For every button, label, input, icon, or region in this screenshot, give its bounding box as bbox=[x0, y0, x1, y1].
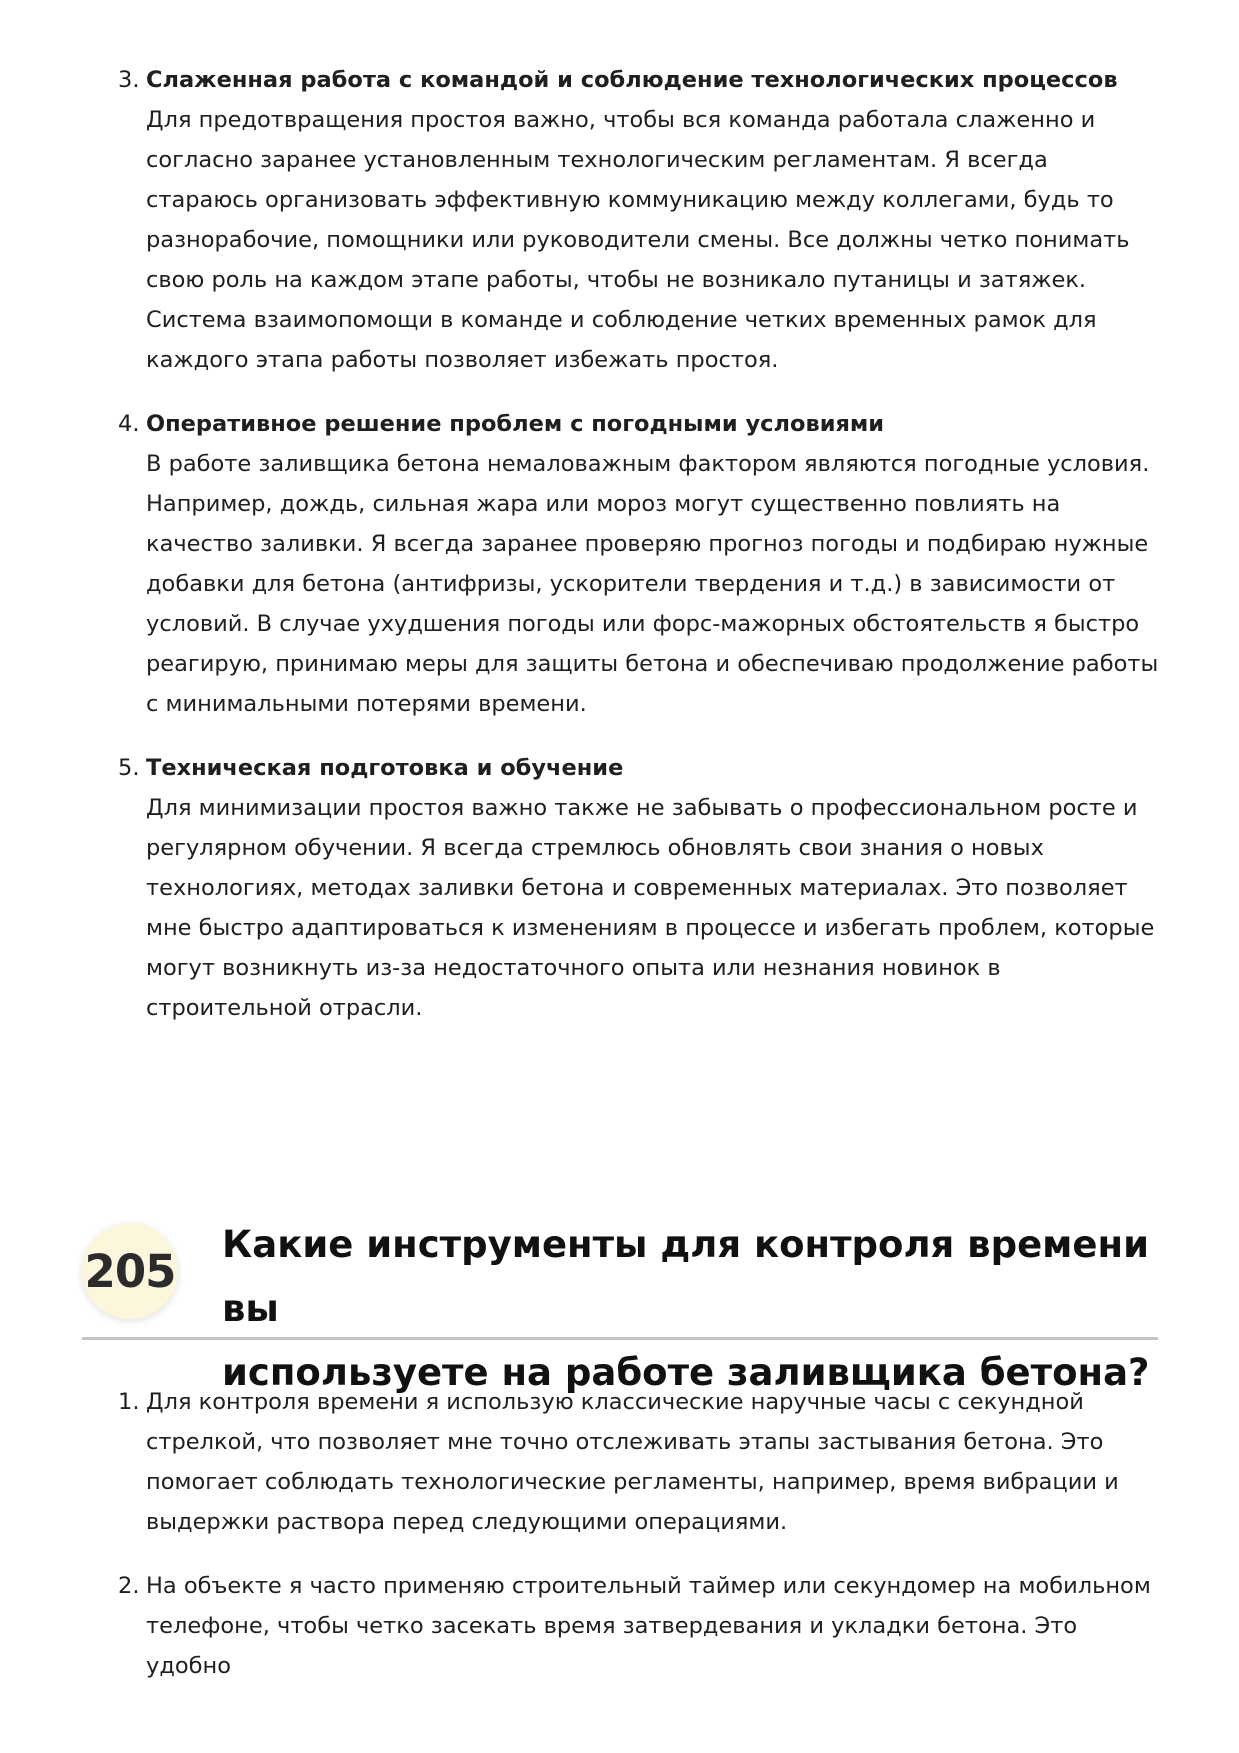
question-number-badge: 205 bbox=[82, 1223, 178, 1319]
item-number: 1. bbox=[118, 1389, 140, 1415]
question-heading bbox=[222, 1213, 1152, 1405]
list-item bbox=[0, 60, 1161, 380]
item-title: Слаженная работа с командой и соблюдение технологических процессов bbox=[146, 67, 1118, 93]
item-body: На объекте я часто применяю строительный таймер или секундомер на мобильном телефоне, чтобы четко засекать время затвердевания и укладки бетона. Это удобно bbox=[146, 1573, 1151, 1679]
question-heading-line-1: Какие инструменты для контроля времени вы bbox=[222, 1223, 1150, 1330]
list-item bbox=[0, 404, 1161, 724]
section-divider bbox=[82, 1337, 1158, 1340]
item-body: В работе заливщика бетона немаловажным фактором являются погодные условия. Например, дождь, сильная жара или мороз могут существенно повлиять на качество заливки. Я всегда заранее проверяю прогноз погоды и подбираю нужные добавки для бетона (антифризы, ускорители твердения и т.д.) в зависимости от условий. В случае ухудшения погоды или форс-мажорных обстоятельств я быстро реагирую, принимаю меры для защиты бетона и обеспечиваю продолжение работы с минимальными потерями времени. bbox=[146, 451, 1159, 717]
list-item bbox=[0, 1382, 1161, 1542]
item-number: 3. bbox=[118, 67, 140, 93]
item-number: 5. bbox=[118, 755, 140, 781]
item-title: Техническая подготовка и обучение bbox=[146, 755, 624, 781]
item-body: Для предотвращения простоя важно, чтобы вся команда работала слаженно и согласно заранее установленным технологическим регламентам. Я всегда стараюсь организовать эффективную коммуникацию между коллегами, будь то разнорабочие, помощники или руководители смены. Все должны четко понимать свою роль на каждом этапе работы, чтобы не возникало путаницы и затяжек. Система взаимопомощи в команде и соблюдение четких временных рамок для каждого этапа работы позволяет избежать простоя. bbox=[146, 107, 1130, 373]
question-heading-line-2: используете на работе заливщика бетона? bbox=[222, 1351, 1150, 1394]
list-item bbox=[0, 748, 1161, 1028]
item-number: 2. bbox=[118, 1573, 140, 1599]
list-item bbox=[0, 1566, 1161, 1686]
item-number: 4. bbox=[118, 411, 140, 437]
item-body: Для минимизации простоя важно также не забывать о профессиональном росте и регулярном обучении. Я всегда стремлюсь обновлять свои знания о новых технологиях, методах заливки бетона и современных материалах. Это позволяет мне быстро адаптироваться к изменениям в процессе и избегать проблем, которые могут возникнуть из-за недостаточного опыта или незнания новинок в строительной отрасли. bbox=[146, 795, 1155, 1021]
item-title: Оперативное решение проблем с погодными условиями bbox=[146, 411, 885, 437]
item-body: Для контроля времени я использую классические наручные часы с секундной стрелкой, что позволяет мне точно отслеживать этапы застывания бетона. Это помогает соблюдать технологические регламенты, например, время вибрации и выдержки раствора перед следующими операциями. bbox=[146, 1389, 1119, 1535]
top-numbered-list bbox=[0, 60, 1161, 1052]
answer-numbered-list bbox=[0, 1382, 1161, 1710]
